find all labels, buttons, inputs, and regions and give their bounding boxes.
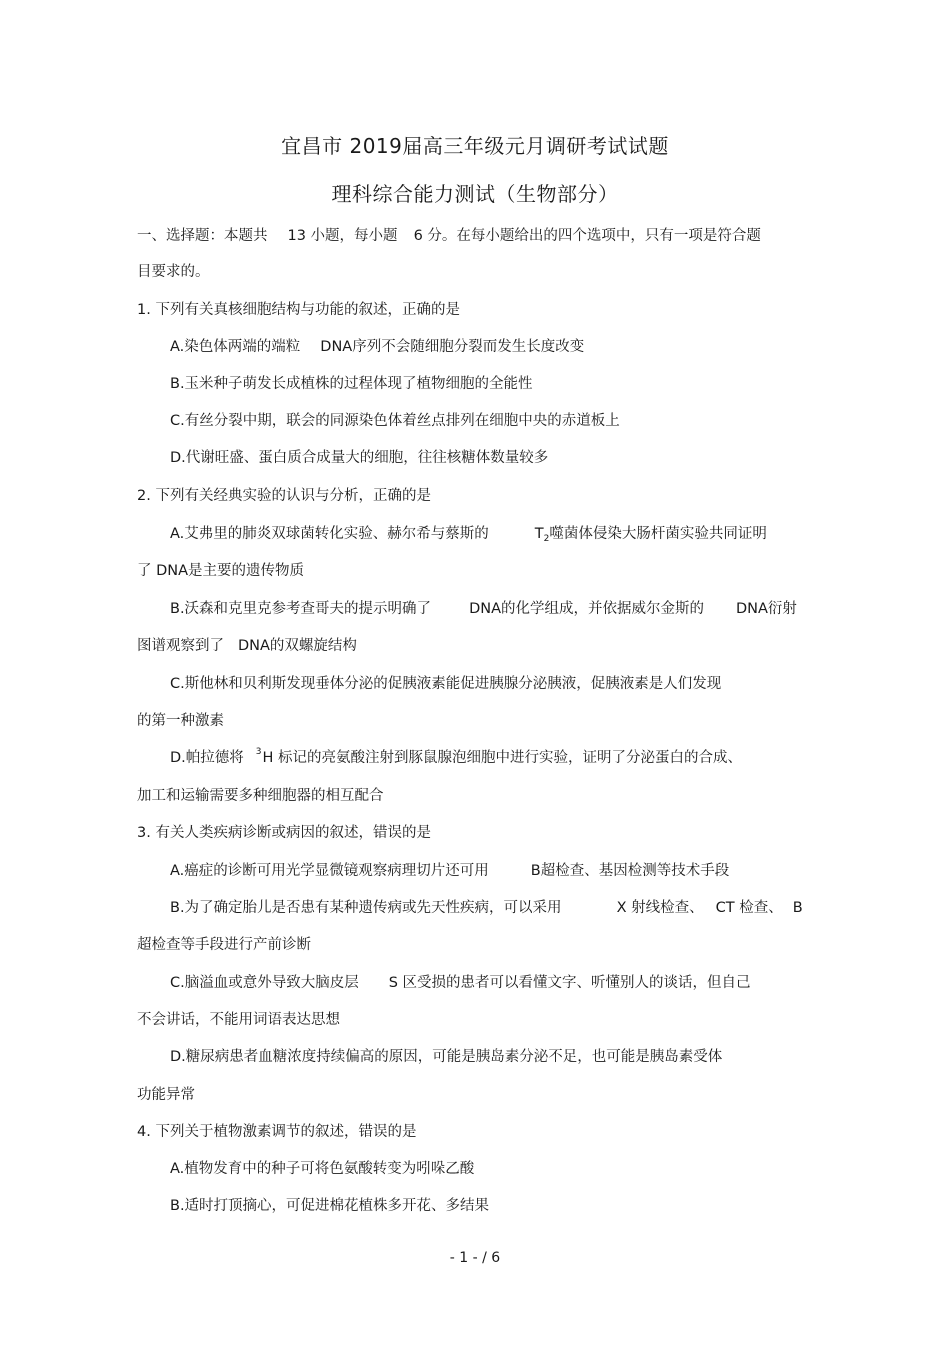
option-text: DNA的化学组成，并依据威尔金斯的 (469, 601, 704, 617)
option-text: C.脑溢血或意外导致大脑皮层 (170, 975, 359, 991)
question-2-option-d (170, 748, 742, 770)
question-3-option-b (170, 898, 803, 918)
superscript: 3 (255, 747, 262, 757)
option-text: DNA序列不会随细胞分裂而发生长度改变 (320, 339, 585, 355)
question-1-option-c: C.有丝分裂中期，联会的同源染色体着丝点排列在细胞中央的赤道板上 (170, 413, 620, 429)
option-text: DNA的双螺旋结构 (238, 638, 357, 654)
option-text: S 区受损的患者可以看懂文字、听懂别人的谈话，但自己 (388, 975, 751, 991)
instructions-text-a: 一、选择题：本题共 (137, 228, 268, 244)
question-3-option-b-cont: 超检查等手段进行产前诊断 (137, 937, 311, 953)
option-text: CT 检查、 (715, 900, 783, 916)
option-text: 噬菌体侵染大肠杆菌实验共同证明 (549, 526, 767, 542)
page-number: - 1 - / 6 (449, 1250, 501, 1266)
question-3-option-c (170, 973, 751, 993)
option-text: A.癌症的诊断可用光学显微镜观察病理切片还可用 (170, 863, 489, 879)
question-3-option-d: D.糖尿病患者血糖浓度持续偏高的原因，可能是胰岛素分泌不足，也可能是胰岛素受体 (170, 1049, 723, 1065)
question-2-option-a-cont: 了 DNA是主要的遗传物质 (137, 563, 305, 579)
question-2-option-a (170, 524, 767, 546)
option-text: 图谱观察到了 (137, 638, 224, 654)
option-text: DNA衍射 (736, 601, 797, 617)
question-1-option-d: D.代谢旺盛、蛋白质合成量大的细胞，往往核糖体数量较多 (170, 450, 549, 466)
question-4-option-b: B.适时打顶摘心，可促进棉花植株多开花、多结果 (170, 1198, 490, 1214)
option-text: B (792, 900, 803, 916)
option-text: T (534, 526, 544, 542)
question-4-option-a: A.植物发育中的种子可将色氨酸转变为吲哚乙酸 (170, 1161, 475, 1177)
instructions-text-c: 6 分。在每小题给出的四个选项中，只有一项是符合题 (413, 228, 761, 244)
question-3-stem: 3. 有关人类疾病诊断或病因的叙述，错误的是 (137, 825, 431, 841)
question-2-option-b (170, 599, 797, 619)
question-3-option-c-cont: 不会讲话，不能用词语表达思想 (137, 1012, 340, 1028)
question-3-option-d-cont: 功能异常 (137, 1087, 195, 1103)
question-2-option-d-cont: 加工和运输需要多种细胞器的相互配合 (137, 788, 384, 804)
question-4-stem: 4. 下列关于植物激素调节的叙述，错误的是 (137, 1124, 417, 1140)
question-2-option-c-cont: 的第一种激素 (137, 713, 224, 729)
option-text: B.沃森和克里克参考查哥夫的提示明确了 (170, 601, 432, 617)
option-text: A.染色体两端的端粒 (170, 339, 301, 355)
instructions-line-2: 目要求的。 (137, 264, 210, 280)
option-text: D.帕拉德将 (170, 750, 244, 766)
option-text: X 射线检查、 (616, 900, 704, 916)
question-1-option-a (170, 337, 584, 357)
question-2-option-c: C.斯他林和贝利斯发现垂体分泌的促胰液素能促进胰腺分泌胰液，促胰液素是人们发现 (170, 676, 722, 692)
option-text: H 标记的亮氨酸注射到豚鼠腺泡细胞中进行实验，证明了分泌蛋白的合成、 (262, 750, 743, 766)
question-3-option-a (170, 861, 729, 881)
subscript: 2 (543, 534, 550, 544)
option-text: A.艾弗里的肺炎双球菌转化实验、赫尔希与蔡斯的 (170, 526, 489, 542)
option-text: B超检查、基因检测等技术手段 (530, 863, 730, 879)
question-2-stem: 2. 下列有关经典实验的认识与分析，正确的是 (137, 488, 431, 504)
question-1-stem: 1. 下列有关真核细胞结构与功能的叙述，正确的是 (137, 302, 460, 318)
instructions-line-1 (137, 226, 761, 246)
question-1-option-b: B.玉米种子萌发长成植株的过程体现了植物细胞的全能性 (170, 376, 533, 392)
question-2-option-b-cont (137, 636, 357, 656)
instructions-text-b: 13 小题，每小题 (287, 228, 398, 244)
exam-title: 宜昌市 2019届高三年级元月调研考试试题 (281, 134, 669, 158)
exam-subtitle: 理科综合能力测试（生物部分） (331, 182, 619, 206)
option-text: B.为了确定胎儿是否患有某种遗传病或先天性疾病，可以采用 (170, 900, 562, 916)
